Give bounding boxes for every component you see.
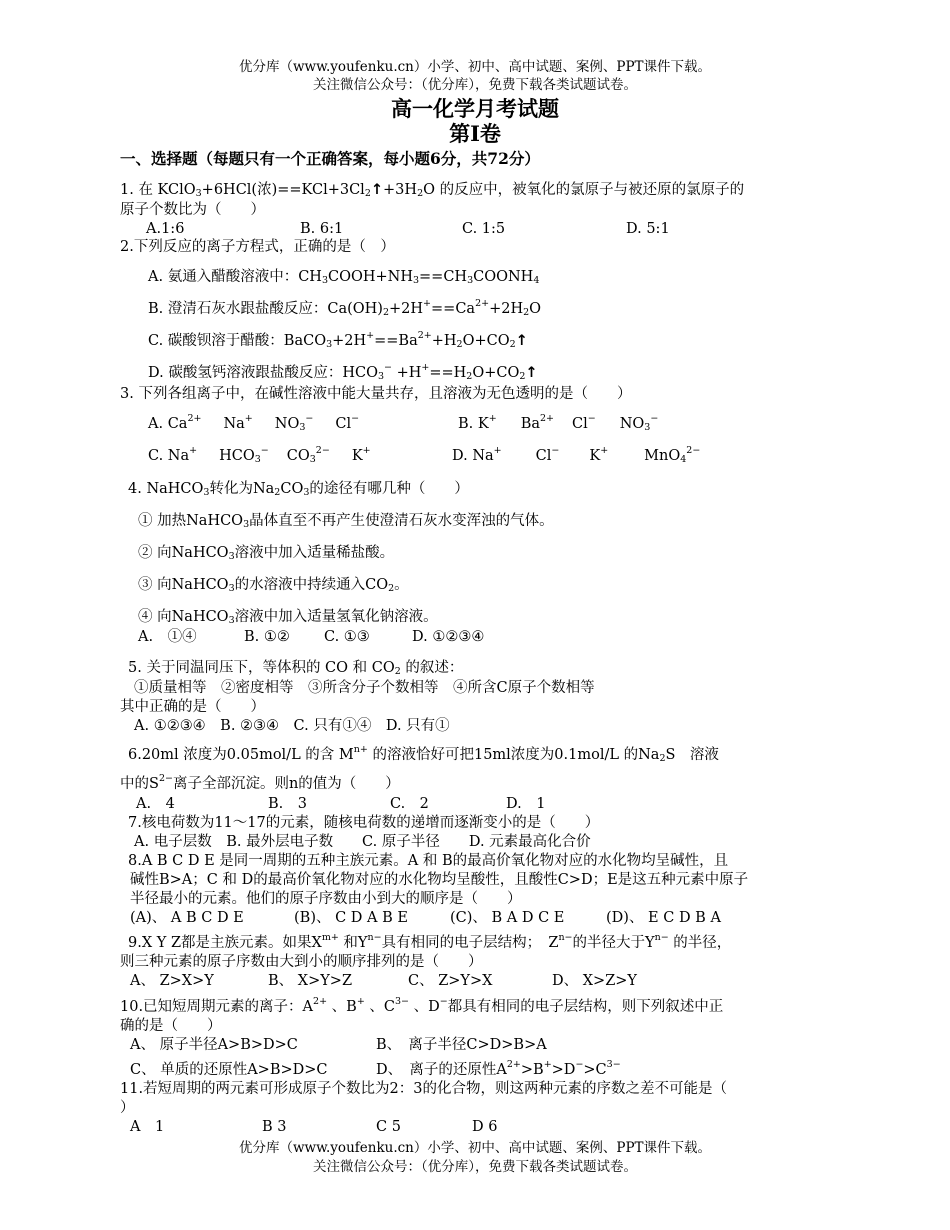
q8-option-d: (D)、 E C D B A — [606, 910, 721, 926]
header-line-2: 关注微信公众号：（优分库），免费下载各类试题试卷。 — [313, 77, 637, 93]
q2-option-c: C. 碳酸钡溶于醋酸：$BaCO_3+2H^+==Ba^{2+}+H_2O+CO_2↑$ — [148, 330, 528, 350]
q11-line-2: ） — [120, 1100, 135, 1116]
volume-title: 第Ⅰ卷 — [449, 121, 501, 146]
q8-option-c: (C)、 B A D C E — [450, 910, 565, 926]
q11-option-c: C 5 — [376, 1119, 401, 1135]
q4-item-1: ① 加热NaHCO$_3$晶体直至不再产生使澄清石灰水变浑浊的气体。 — [138, 513, 554, 530]
q2-option-b: B. 澄清石灰水跟盐酸反应：$Ca(OH)_2+2H^+==Ca^{2+}+2H_2O$ — [148, 298, 542, 318]
header-line-1: 优分库（www.youfenku.cn）小学、初中、高中试题、案例、PPT课件下载。 — [238, 59, 712, 75]
q7-stem: 7.核电荷数为11～17的元素，随核电荷数的递增而逐渐变小的是（ ） — [128, 815, 600, 831]
page-title: 高一化学月考试题 — [391, 96, 559, 121]
q4-option-b: B. ①② — [244, 629, 290, 645]
q11-option-a: A 1 — [130, 1119, 165, 1135]
q4-stem: 4. NaHCO$_3$转化为$Na_2CO_3$的途径有哪几种（ ） — [128, 481, 469, 498]
q8-line-2: 碱性B>A；C 和 D的最高价氧化物对应的水化物均呈酸性，且酸性C>D；E是这五种元素中原子 — [130, 872, 749, 888]
q1-line-2: 原子个数比为（ ） — [120, 202, 265, 218]
q6-option-d: D. 1 — [506, 796, 546, 812]
q3-option-c: C. Na+ $HCO_3^-$ $CO_3^{2-}$ K+ — [148, 445, 371, 465]
footer-line-2: 关注微信公众号：（优分库），免费下载各类试题试卷。 — [313, 1159, 637, 1175]
footer-line-1: 优分库（www.youfenku.cn）小学、初中、高中试题、案例、PPT课件下载。 — [238, 1140, 712, 1156]
q3-stem: 3. 下列各组离子中，在碱性溶液中能大量共存，且溶液为无色透明的是（ ） — [120, 386, 632, 402]
q11-line-1: 11.若短周期的两元素可形成原子个数比为2：3的化合物，则这两种元素的序数之差不可能是（ — [120, 1081, 728, 1097]
q1-option-b: B. 6:1 — [300, 221, 344, 237]
q10-line-1: 10.已知短周期元素的离子：$A^{2+}$ 、B+ 、$C^{3-}$ 、D−都具有相同的电子层结构，则下列叙述中正 — [120, 996, 724, 1015]
q5-line-3: 其中正确的是（ ） — [120, 699, 265, 715]
q5-options: A. ①②③④ B. ②③④ C. 只有①④ D. 只有① — [134, 718, 450, 734]
q5-statements: ①质量相等 ②密度相等 ③所含分子个数相等 ④所含C原子个数相等 — [134, 680, 595, 696]
q10-option-b: B、 离子半径C>D>B>A — [376, 1037, 547, 1053]
q10-option-c: C、 单质的还原性A>B>D>C — [130, 1062, 328, 1078]
q4-item-3: ③ 向NaHCO$_3$的水溶液中持续通入$CO_2$。 — [138, 577, 409, 594]
q8-line-3: 半径最小的元素。他们的原子序数由小到大的顺序是（ ） — [130, 891, 522, 907]
q3-option-b: B. K+ $Ba^{2+}$ Cl− $NO_3^-$ — [458, 413, 659, 433]
q2-option-d: D. 碳酸氢钙溶液跟盐酸反应：$HCO_3^-$ $+H^+==H_2O+CO_2↑$ — [148, 362, 538, 382]
q6-option-b: B. 3 — [268, 796, 307, 812]
q1-option-d: D. 5:1 — [626, 221, 670, 237]
q8-line-1: 8.A B C D E 是同一周期的五种主族元素。A 和 B的最高价氧化物对应的水化物均呈碱性，且 — [128, 853, 729, 869]
q4-item-2: ② 向NaHCO$_3$溶液中加入适量稀盐酸。 — [138, 545, 395, 562]
q6-option-c: C. 2 — [390, 796, 429, 812]
q1-line-1: 1. 在 KClO$_3$+6HCl(浓)$==KCl+3Cl_2↑+3H_2O$ 的反应中，被氧化的氯原子与被还原的氯原子的 — [120, 182, 745, 199]
q2-stem: 2.下列反应的离子方程式，正确的是（ ） — [120, 239, 395, 255]
q10-option-a: A、 原子半径A>B>D>C — [130, 1037, 298, 1053]
q4-option-c: C. ①③ — [324, 629, 370, 645]
q11-option-b: B 3 — [262, 1119, 287, 1135]
q11-option-d: D 6 — [472, 1119, 498, 1135]
q9-option-a: A、 Z>X>Y — [130, 973, 214, 989]
q6-line-2: 中的$S^{2-}$离子全部沉淀。则n的值为（ ） — [120, 773, 400, 792]
q9-option-b: B、 X>Y>Z — [268, 973, 353, 989]
q6-option-a: A. 4 — [136, 796, 175, 812]
q9-option-d: D、 X>Z>Y — [552, 973, 638, 989]
q4-option-d: D. ①②③④ — [412, 629, 485, 645]
q9-option-c: C、 Z>Y>X — [408, 973, 493, 989]
q9-line-1: 9.X Y Z都是主族元素。如果$X^{m+}$ 和$Y^{n-}$具有相同的电子层结构； $Z^{n-}$的半径大于$Y^{n-}$ 的半径， — [128, 932, 732, 951]
q3-option-a: A. $Ca^{2+}$ Na+ $NO_3^-$ Cl− — [148, 413, 360, 433]
q4-option-a: A. ①④ — [138, 629, 197, 645]
q8-option-a: (A)、 A B C D E — [130, 910, 244, 926]
q7-options: A. 电子层数 B. 最外层电子数 C. 原子半径 D. 元素最高化合价 — [134, 834, 591, 850]
q1-option-a: A.1:6 — [146, 221, 185, 237]
q4-item-4: ④ 向NaHCO$_3$溶液中加入适量氢氧化钠溶液。 — [138, 609, 438, 626]
q10-option-d: D、 离子的还原性$A^{2+}>B^+>D^->C^{3-}$ — [376, 1059, 621, 1078]
q9-line-2: 则三种元素的原子序数由大到小的顺序排列的是（ ） — [120, 954, 483, 970]
q5-stem: 5. 关于同温同压下，等体积的 CO 和 $CO_2$ 的叙述： — [128, 660, 464, 677]
q3-option-d: D. Na+ Cl− K+ MnO$_4^{2-}$ — [452, 445, 701, 465]
q1-option-c: C. 1:5 — [462, 221, 506, 237]
q10-line-2: 确的是（ ） — [120, 1018, 222, 1034]
q8-option-b: (B)、 C D A B E — [294, 910, 408, 926]
q2-option-a: A. 氨通入醋酸溶液中：$CH_3COOH+NH_3==CH_3COONH_4$ — [148, 269, 540, 286]
q6-line-1: 6.20ml 浓度为0.05mol/L 的含 $M^{n+}$ 的溶液恰好可把15ml浓度为0.1mol/L 的$Na_2S$ 溶液 — [128, 744, 719, 764]
section-heading: 一、选择题（每题只有一个正确答案，每小题6分，共72分） — [120, 149, 540, 168]
